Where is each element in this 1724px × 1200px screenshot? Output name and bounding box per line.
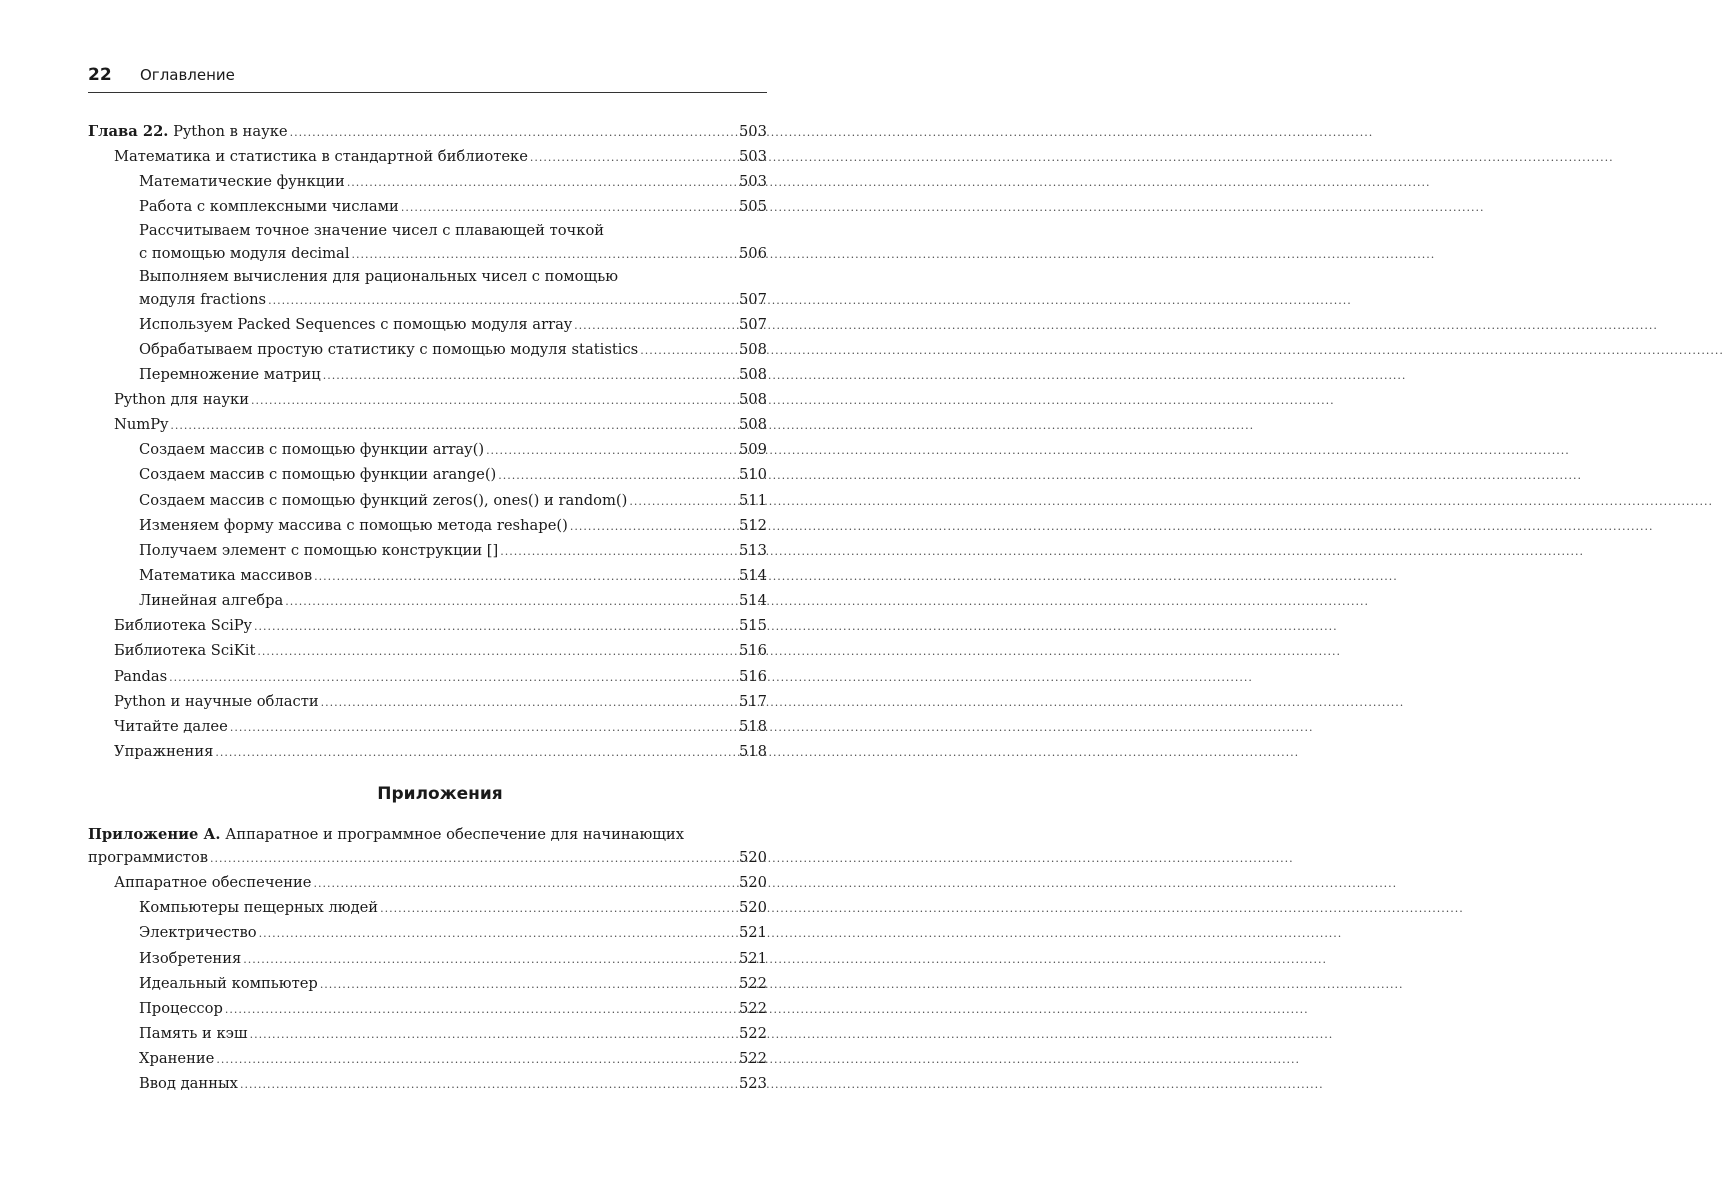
leader-dots bbox=[321, 690, 737, 715]
page-ref: 518 bbox=[738, 742, 767, 760]
leader-dots bbox=[323, 363, 737, 388]
page-ref: 515 bbox=[738, 617, 767, 635]
page-ref: 503 bbox=[738, 173, 767, 191]
table-of-contents bbox=[88, 119, 767, 1096]
toc-entry[interactable] bbox=[88, 714, 767, 739]
page-ref: 507 bbox=[738, 290, 767, 308]
entry-label: Создаем массив с помощью функций zeros(), ones() и random() bbox=[139, 491, 628, 509]
leader-dots bbox=[629, 489, 737, 514]
toc-entry[interactable] bbox=[88, 312, 767, 337]
leader-dots bbox=[314, 564, 737, 589]
entry-label-line1: Рассчитываем точное значение чисел с плавающей точкой bbox=[139, 221, 605, 239]
leader-dots bbox=[230, 715, 737, 740]
page-ref: 521 bbox=[738, 949, 767, 967]
entry-label: Линейная алгебра bbox=[139, 592, 284, 610]
page-ref: 522 bbox=[738, 974, 767, 992]
leader-dots bbox=[347, 170, 737, 195]
entry-label-line1: Выполняем вычисления для рациональных чисел с помощью bbox=[139, 267, 619, 285]
toc-entry[interactable] bbox=[88, 1021, 767, 1046]
leader-dots bbox=[225, 997, 737, 1022]
entry-label: Создаем массив с помощью функции array() bbox=[139, 441, 485, 459]
page-ref: 516 bbox=[738, 642, 767, 660]
leader-dots bbox=[243, 947, 737, 972]
toc-entry[interactable] bbox=[88, 144, 767, 169]
page-ref: 508 bbox=[738, 365, 767, 383]
page-ref: 503 bbox=[738, 148, 767, 166]
leader-dots bbox=[285, 589, 737, 614]
page-ref: 514 bbox=[738, 592, 767, 610]
leader-dots bbox=[254, 614, 737, 639]
entry-label: Перемножение матриц bbox=[139, 365, 321, 383]
toc-appendix-a[interactable] bbox=[88, 824, 767, 870]
leader-dots bbox=[170, 413, 737, 438]
entry-label: Обрабатываем простую статистику с помощью модуля statistics bbox=[139, 340, 639, 358]
page-ref: 520 bbox=[738, 899, 767, 917]
entry-label: Электричество bbox=[139, 924, 257, 942]
page-ref: 523 bbox=[738, 1075, 767, 1093]
entry-label: Ввод данных bbox=[139, 1075, 238, 1093]
toc-entry[interactable] bbox=[88, 870, 767, 895]
entry-label-line2: модуля fractions bbox=[139, 290, 267, 308]
appendix-title-line2: программистов bbox=[88, 849, 208, 867]
page-ref: 522 bbox=[738, 1024, 767, 1042]
leader-dots bbox=[290, 120, 737, 145]
appendix-title-line1: Аппаратное и программное обеспечение для начинающих bbox=[225, 826, 684, 844]
entry-label: Компьютеры пещерных людей bbox=[139, 899, 379, 917]
leader-dots bbox=[570, 514, 737, 539]
page-ref: 506 bbox=[738, 244, 767, 262]
appendix-prefix: Приложение А. bbox=[88, 826, 221, 844]
entry-label: Математика и статистика в стандартной библиотеке bbox=[114, 148, 528, 166]
toc-entry[interactable] bbox=[88, 895, 767, 920]
page-ref: 516 bbox=[738, 667, 767, 685]
leader-dots bbox=[169, 665, 737, 690]
toc-entry[interactable] bbox=[88, 920, 767, 945]
leader-dots bbox=[240, 1072, 737, 1097]
leader-dots bbox=[486, 438, 737, 463]
page-ref: 508 bbox=[738, 416, 767, 434]
page-ref: 521 bbox=[738, 924, 767, 942]
leader-dots bbox=[574, 313, 737, 338]
toc-entry[interactable] bbox=[88, 387, 767, 412]
entry-label: Получаем элемент с помощью конструкции [] bbox=[139, 541, 499, 559]
page-ref: 520 bbox=[738, 874, 767, 892]
entry-label: Идеальный компьютер bbox=[139, 974, 318, 992]
entry-label: NumPy bbox=[114, 416, 169, 434]
entry-label: Python и научные области bbox=[114, 692, 319, 710]
entry-label: Упражнения bbox=[114, 742, 214, 760]
leader-dots bbox=[314, 871, 737, 896]
page-ref: 522 bbox=[738, 999, 767, 1017]
toc-entry[interactable] bbox=[88, 194, 767, 219]
leader-dots bbox=[530, 145, 737, 170]
entry-label: Pandas bbox=[114, 667, 168, 685]
toc-entry[interactable] bbox=[88, 337, 767, 362]
page-ref: 517 bbox=[738, 692, 767, 710]
section-heading-appendices: Приложения bbox=[377, 784, 503, 805]
page-ref: 512 bbox=[738, 516, 767, 534]
toc-entry[interactable] bbox=[88, 462, 767, 487]
entry-label: Создаем массив с помощью функции arange() bbox=[139, 466, 497, 484]
page-ref: 513 bbox=[738, 541, 767, 559]
entry-label: Изобретения bbox=[139, 949, 242, 967]
leader-dots bbox=[500, 539, 737, 564]
leader-dots bbox=[352, 242, 737, 267]
leader-dots bbox=[320, 972, 737, 997]
leader-dots bbox=[250, 1022, 737, 1047]
toc-chapter-22[interactable] bbox=[88, 119, 767, 144]
leader-dots bbox=[498, 463, 737, 488]
toc-entry[interactable] bbox=[88, 689, 767, 714]
leader-dots bbox=[216, 1047, 737, 1072]
leader-dots bbox=[215, 740, 737, 765]
toc-entry[interactable] bbox=[88, 588, 767, 613]
entry-label: Библиотека SciPy bbox=[114, 617, 252, 635]
page-ref: 511 bbox=[738, 491, 767, 509]
entry-label: Работа с комплексными числами bbox=[139, 198, 399, 216]
page-ref: 510 bbox=[738, 466, 767, 484]
leader-dots bbox=[210, 846, 737, 871]
running-title: Оглавление bbox=[140, 66, 235, 84]
toc-entry[interactable] bbox=[88, 664, 767, 689]
entry-label: Используем Packed Sequences с помощью модуля array bbox=[139, 315, 573, 333]
page-ref: 505 bbox=[738, 198, 767, 216]
page-ref: 514 bbox=[738, 566, 767, 584]
entry-label: Читайте далее bbox=[114, 717, 228, 735]
page-ref: 522 bbox=[738, 1050, 767, 1068]
toc-entry[interactable] bbox=[88, 996, 767, 1021]
page-ref: 507 bbox=[738, 315, 767, 333]
entry-label: Математика массивов bbox=[139, 566, 313, 584]
entry-label-line2: с помощью модуля decimal bbox=[139, 244, 350, 262]
toc-entry[interactable] bbox=[88, 169, 767, 194]
toc-entry[interactable] bbox=[88, 513, 767, 538]
entry-label: Математические функции bbox=[139, 173, 345, 191]
page-number: 22 bbox=[88, 65, 112, 85]
page-ref: 509 bbox=[738, 441, 767, 459]
page-ref: 508 bbox=[738, 390, 767, 408]
running-header bbox=[88, 62, 767, 93]
toc-entry[interactable] bbox=[88, 437, 767, 462]
page-ref: 508 bbox=[738, 340, 767, 358]
toc-entry-multiline[interactable] bbox=[88, 220, 767, 266]
entry-label: Аппаратное обеспечение bbox=[114, 874, 312, 892]
leader-dots bbox=[640, 338, 737, 363]
toc-entry[interactable] bbox=[88, 362, 767, 387]
leader-dots bbox=[257, 639, 737, 664]
toc-entry[interactable] bbox=[88, 488, 767, 513]
chapter-prefix: Глава 22. bbox=[88, 123, 169, 140]
toc-entry[interactable] bbox=[88, 1046, 767, 1071]
toc-entry[interactable] bbox=[88, 412, 767, 437]
toc-entry[interactable] bbox=[88, 613, 767, 638]
entry-label: Python для науки bbox=[114, 390, 249, 408]
leader-dots bbox=[268, 288, 737, 313]
chapter-title: Python в науке bbox=[173, 123, 288, 140]
leader-dots bbox=[401, 195, 737, 220]
page-ref: 520 bbox=[738, 849, 767, 867]
toc-entry[interactable] bbox=[88, 739, 767, 764]
toc-entry-multiline[interactable] bbox=[88, 266, 767, 312]
toc-entry[interactable] bbox=[88, 1071, 767, 1096]
page-ref: 518 bbox=[738, 717, 767, 735]
entry-label: Библиотека SciKit bbox=[114, 642, 256, 660]
entry-label: Хранение bbox=[139, 1050, 215, 1068]
page-ref: 503 bbox=[738, 123, 767, 140]
leader-dots bbox=[251, 388, 737, 413]
toc-entry[interactable] bbox=[88, 946, 767, 971]
entry-label: Изменяем форму массива с помощью метода reshape() bbox=[139, 516, 568, 534]
entry-label: Процессор bbox=[139, 999, 223, 1017]
toc-entry[interactable] bbox=[88, 563, 767, 588]
entry-label: Память и кэш bbox=[139, 1024, 248, 1042]
leader-dots bbox=[380, 896, 737, 921]
leader-dots bbox=[259, 921, 737, 946]
toc-entry[interactable] bbox=[88, 538, 767, 563]
toc-entry[interactable] bbox=[88, 638, 767, 663]
toc-entry[interactable] bbox=[88, 971, 767, 996]
